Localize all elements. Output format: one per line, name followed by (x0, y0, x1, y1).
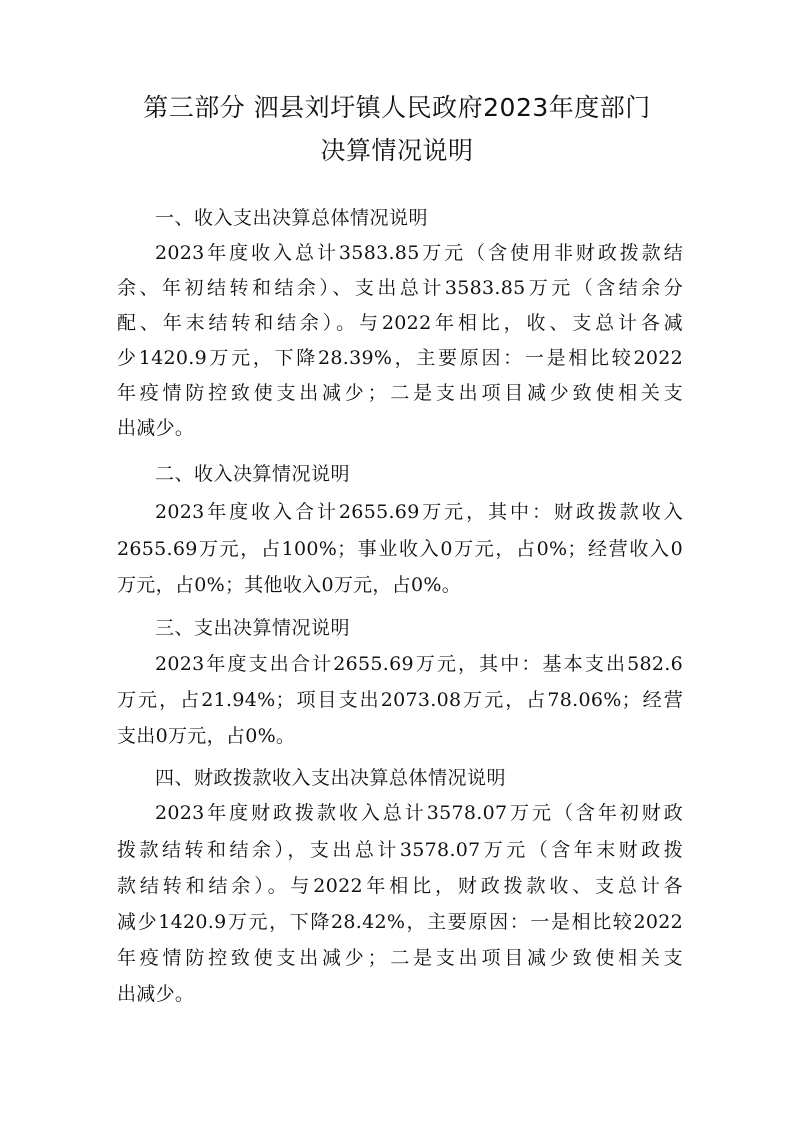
paragraph-line: 少1420.9万元，下降28.39%，主要原因：一是相比较2022 (117, 347, 683, 369)
paragraph-line: 万元，占0%；其他收入0万元，占0%。 (117, 574, 462, 596)
paragraph-line: 2655.69万元，占100%；事业收入0万元，占0%；经营收入0 (117, 538, 683, 560)
paragraph-line: 余、年初结转和结余）、支出总计3583.85万元（含结余分 (117, 277, 683, 299)
paragraph-line: 拨款结转和结余），支出总计3578.07万元（含年末财政拨 (117, 839, 683, 861)
document-title-line1: 第三部分 泗县刘圩镇人民政府2023年度部门 (143, 93, 651, 122)
section-heading: 三、支出决算情况说明 (155, 617, 351, 639)
section-heading: 一、收入支出决算总体情况说明 (155, 207, 429, 229)
paragraph-line: 出减少。 (117, 983, 195, 1005)
paragraph-line: 2023年度支出合计2655.69万元，其中：基本支出582.6 (155, 653, 683, 675)
paragraph-line: 2023年度收入总计3583.85万元（含使用非财政拨款结 (155, 242, 683, 264)
section-heading: 四、财政拨款收入支出决算总体情况说明 (155, 767, 507, 789)
paragraph-line: 款结转和结余）。与2022年相比，财政拨款收、支总计各 (117, 875, 683, 897)
paragraph-line: 万元，占21.94%；项目支出2073.08万元，占78.06%；经营 (117, 689, 683, 711)
paragraph-line: 2023年度财政拨款收入总计3578.07万元（含年初财政 (155, 802, 683, 824)
paragraph-line: 年疫情防控致使支出减少；二是支出项目减少致使相关支 (117, 947, 683, 969)
document-title-line2: 决算情况说明 (320, 136, 474, 165)
paragraph-line: 出减少。 (117, 417, 195, 439)
paragraph-line: 2023年度收入合计2655.69万元，其中：财政拨款收入 (155, 501, 683, 523)
paragraph-line: 减少1420.9万元，下降28.42%，主要原因：一是相比较2022 (117, 911, 683, 933)
paragraph-line: 支出0万元，占0%。 (117, 725, 296, 747)
paragraph-line: 年疫情防控致使支出减少；二是支出项目减少致使相关支 (117, 382, 683, 404)
section-heading: 二、收入决算情况说明 (155, 463, 351, 485)
paragraph-line: 配、年末结转和结余）。与2022年相比，收、支总计各减 (117, 312, 683, 334)
